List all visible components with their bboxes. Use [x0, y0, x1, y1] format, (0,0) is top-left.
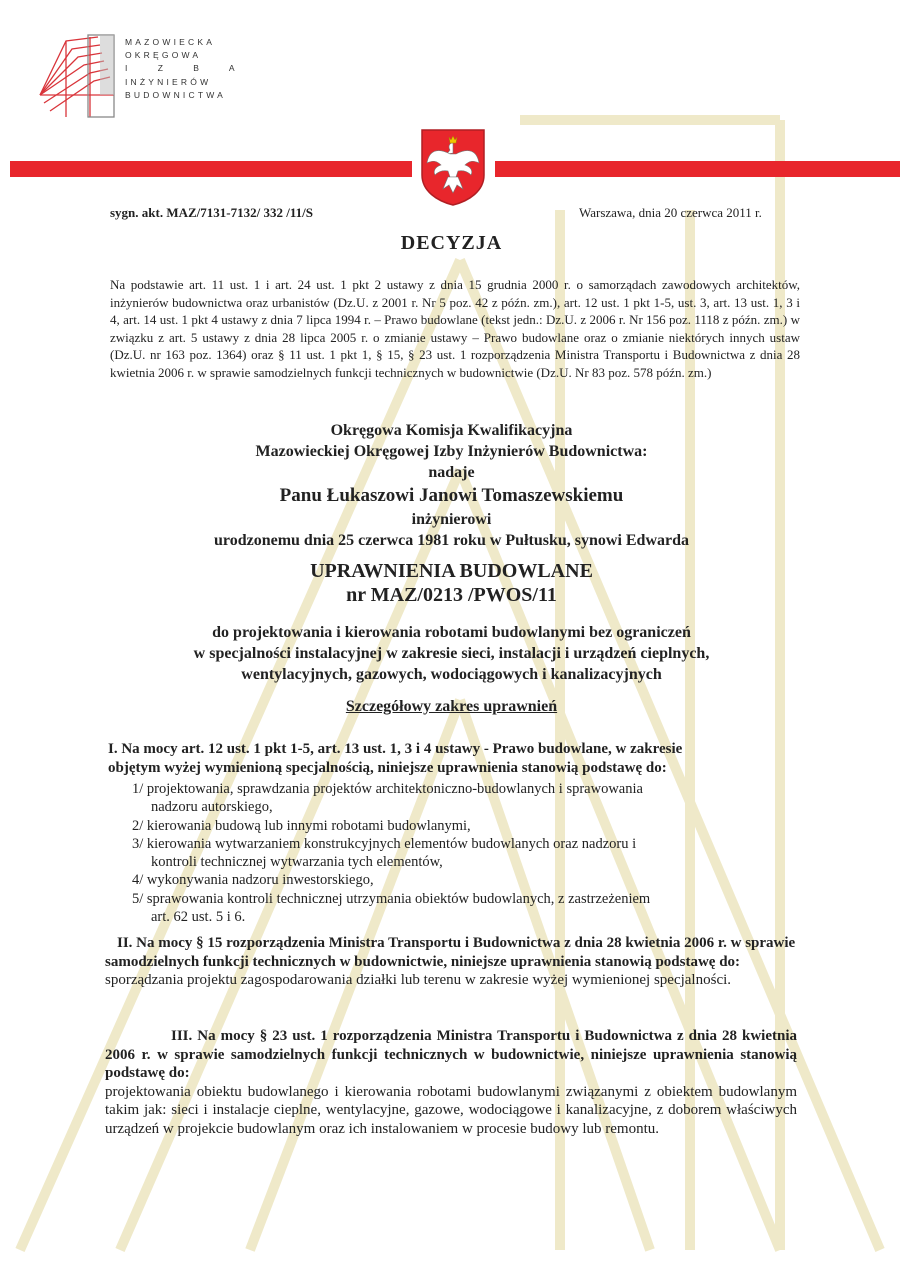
details-heading: Szczegółowy zakres uprawnień	[345, 698, 558, 715]
org-line: INŻYNIERÓW	[125, 76, 212, 87]
list-item: kontroli technicznej wytwarzania tych elementów,	[151, 854, 443, 871]
list-item: 5/ sprawowania kontroli technicznej utrzymania obiektów budowlanych, z zastrzeżeniem	[132, 890, 651, 907]
recipient-name: Panu Łukaszowi Janowi Tomaszewskiemu	[279, 485, 624, 506]
permit-number: nr MAZ/0213 /PWOS/11	[346, 584, 557, 606]
org-line: MAZOWIECKA	[125, 37, 216, 47]
commission-chamber: Mazowieckiej Okręgowej Izby Inżynierów Budownictwa:	[255, 443, 648, 460]
section-1-line: I. Na mocy art. 12 ust. 1 pkt 1-5, art. 13 ust. 1, 3 i 4 ustawy - Prawo budowlane, w zakresie	[108, 741, 683, 757]
grants-verb: nadaje	[428, 464, 475, 481]
section-2-heading: II. Na mocy § 15 rozporządzenia Ministra Transportu i Budownictwa z dnia 28 kwietnia 2006 r. w sprawie samodzielnych funkcji technicznych w budownictwie, niniejsze uprawnienia stanowią podstawę do:	[105, 935, 796, 970]
section-1-items	[132, 780, 650, 926]
case-reference: sygn. akt. MAZ/7131-7132/ 332 /11/S	[110, 205, 313, 220]
recipient-birth: urodzonemu dnia 25 czerwca 1981 roku w Pułtusku, synowi Edwarda	[213, 532, 690, 549]
chamber-logo-icon	[38, 33, 116, 118]
section-2-text: sporządzania projektu zagospodarowania działki lub terenu w zakresie wyżej wymienionej specjalności.	[105, 972, 732, 988]
scope-line: w specjalności instalacyjnej w zakresie sieci, instalacji i urządzeń cieplnych,	[193, 645, 710, 662]
section-3-heading: III. Na mocy § 23 ust. 1 rozporządzenia Ministra Transportu i Budownictwa z dnia 28 kwietnia 2006 r. w sprawie samodzielnych funkcji technicznych w budownictwie, niniejsze uprawnienia stanowią podstawę do:	[105, 1028, 797, 1081]
section-3	[105, 1027, 797, 1138]
scope-block	[0, 622, 903, 685]
document-title: DECYZJA	[400, 232, 503, 254]
list-item: 3/ kierowania wytwarzaniem konstrukcyjnych elementów budowlanych oraz nadzoru i	[132, 835, 637, 852]
list-item: 4/ wykonywania nadzoru inwestorskiego,	[132, 872, 374, 889]
section-1-heading	[108, 740, 682, 777]
permit-block	[0, 559, 903, 607]
section-3-text: projektowania obiektu budowlanego i kierowania robotami budowlanymi związanymi z obiektem budowlanym takim jak: sieci i instalacje cieplne, wentylacyjne, gazowe, wodociągowe i kanalizacyjne, z doborem właściwych urządzeń w projekcie budowlanym oraz ich instalowaniem w procesie budowy lub remontu.	[105, 1083, 797, 1137]
scope-line: wentylacyjnych, gazowych, wodociągowych i kanalizacyjnych	[241, 666, 662, 683]
legal-basis: Na podstawie art. 11 ust. 1 i art. 24 ust. 1 pkt 2 ustawy z dnia 15 grudnia 2000 r. o samorządach zawodowych architektów, inżynierów budownictwa oraz urbanistów (Dz.U. z 2001 r. Nr 5 poz. 42 z późn. zm.), art. 12 ust. 1 pkt 1-5, ust. 3, art. 13 ust. 1, 3 i 4, art. 14 ust. 1 pkt 4 ustawy z dnia 7 lipca 1994 r. – Prawo budowlane (tekst jedn.: Dz.U. z 2006 r. Nr 156 poz. 1118 z późn. zm.) w związku z art. 5 ustawy z dnia 28 lipca 2005 r. o zmianie ustawy – Prawo budowlane oraz o zmianie niektórych innych ustaw (Dz.U. nr 163 poz. 1364) oraz § 11 ust. 1 pkt 1, § 15, § 23 ust. 1 rozporządzenia Ministra Transportu i Budownictwa z dnia 28 kwietnia 2006 r. w sprawie samodzielnych funkcji technicznych w budownictwie (Dz.U. Nr 83 poz. 578 późn. zm.)	[110, 277, 800, 380]
commission-block	[0, 420, 903, 551]
eagle-crest-icon	[419, 127, 487, 207]
list-item: art. 62 ust. 5 i 6.	[151, 909, 246, 926]
org-line: BUDOWNICTWA	[125, 89, 226, 100]
list-item: nadzoru autorskiego,	[151, 799, 273, 816]
section-1-line: objętym wyżej wymienioną specjalnością, niniejsze uprawnienia stanowią podstawę do:	[108, 759, 667, 776]
section-2	[105, 934, 797, 990]
organization-name	[125, 36, 249, 102]
red-band-left	[10, 161, 412, 177]
org-line: OKRĘGOWA	[125, 50, 202, 61]
recipient-profession: inżynierowi	[411, 511, 492, 528]
red-band-right	[495, 161, 900, 177]
scope-line: do projektowania i kierowania robotami budowlanymi bez ograniczeń	[212, 624, 691, 641]
list-item: 1/ projektowania, sprawdzania projektów architektoniczno-budowlanych i sprawowania	[132, 781, 643, 797]
org-line: I Z B A	[125, 63, 249, 74]
document-date: Warszawa, dnia 20 czerwca 2011 r.	[579, 205, 762, 220]
permit-title: UPRAWNIENIA BUDOWLANE	[310, 560, 593, 582]
list-item: 2/ kierowania budową lub innymi robotami budowlanymi,	[132, 817, 471, 834]
commission-name: Okręgowa Komisja Kwalifikacyjna	[330, 422, 573, 439]
